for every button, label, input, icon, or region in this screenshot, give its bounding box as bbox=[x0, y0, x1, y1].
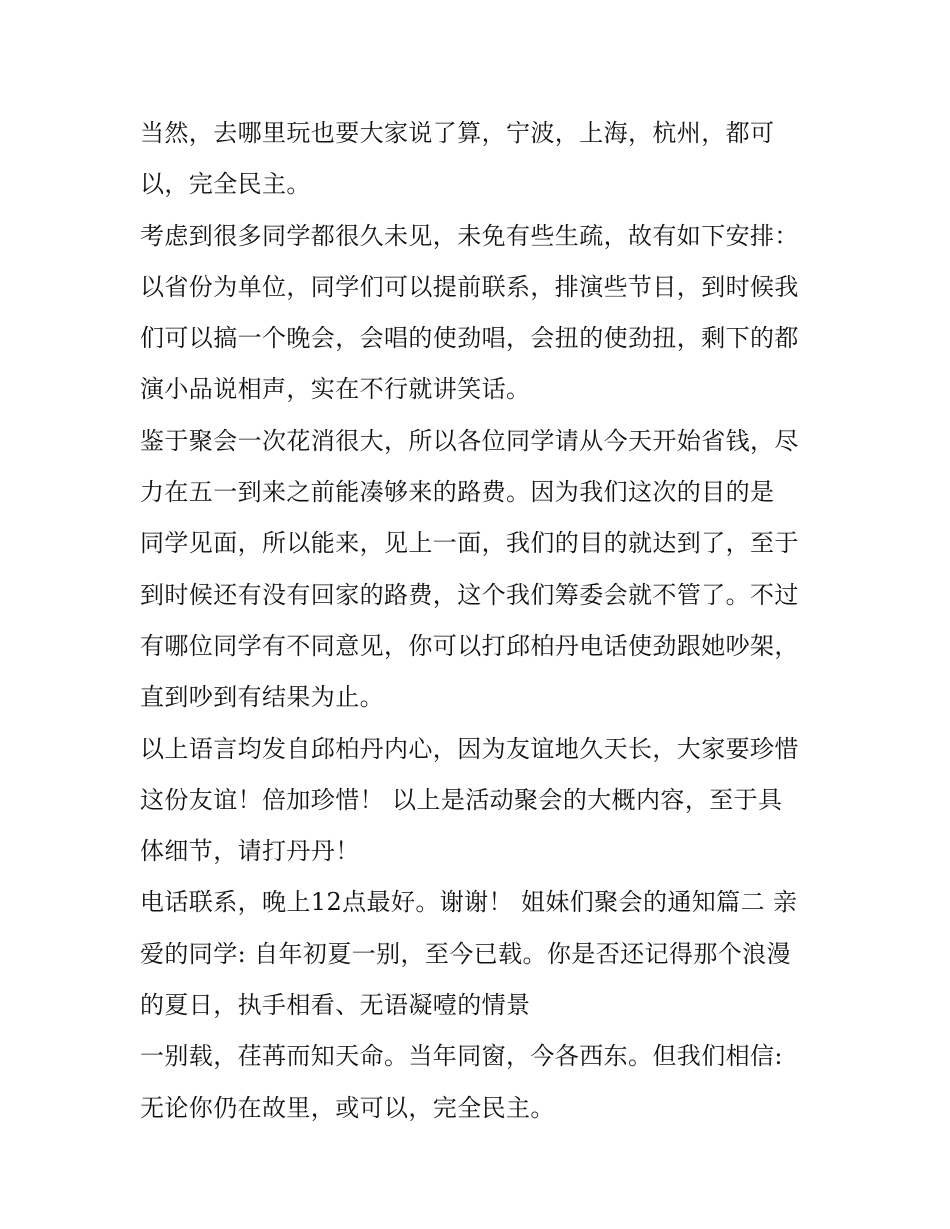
text-line: 力在五一到来之前能凑够来的路费。因为我们这次的目的是 bbox=[140, 478, 775, 507]
text-line: 无论你仍在故里，或可以，完全民主。 bbox=[140, 1093, 555, 1122]
text-line: 们可以搞一个晚会，会唱的使劲唱，会扭的使劲扭，剩下的都 bbox=[140, 324, 799, 353]
document-body bbox=[140, 108, 820, 1134]
text-line: 体细节，请打丹丹！ bbox=[140, 837, 360, 866]
text-line: 爱的同学: 自年初夏一别，至今已载。你是否还记得那个浪漫 bbox=[140, 939, 791, 968]
text-line: 以上语言均发自邱柏丹内心，因为友谊地久天长，大家要珍惜 bbox=[140, 734, 799, 763]
text-line: 考虑到很多同学都很久未见，未免有些生疏，故有如下安排： bbox=[140, 221, 799, 250]
text-line: 演小品说相声，实在不行就讲笑话。 bbox=[140, 375, 531, 404]
text-line: 同学见面，所以能来，见上一面，我们的目的就达到了，至于 bbox=[140, 529, 799, 558]
text-line: 有哪位同学有不同意见，你可以打邱柏丹电话使劲跟她吵架， bbox=[140, 631, 799, 660]
text-line: 一别载，荏苒而知天命。当年同窗，今各西东。但我们相信: bbox=[140, 1042, 783, 1071]
text-line: 以省份为单位，同学们可以提前联系，排演些节目，到时候我 bbox=[140, 272, 799, 301]
text-line: 以，完全民主。 bbox=[140, 170, 311, 199]
text-line: 这份友谊！倍加珍惜！ 以上是活动聚会的大概内容，至于具 bbox=[140, 785, 783, 814]
text-line: 直到吵到有结果为止。 bbox=[140, 683, 384, 712]
text-line: 到时候还有没有回家的路费，这个我们筹委会就不管了。不过 bbox=[140, 580, 799, 609]
text-line: 鉴于聚会一次花消很大，所以各位同学请从今天开始省钱，尽 bbox=[140, 426, 799, 455]
text-line: 电话联系，晚上12点最好。谢谢！ 姐妹们聚会的通知篇二 亲 bbox=[140, 888, 798, 917]
text-line: 当然，去哪里玩也要大家说了算，宁波，上海，杭州，都可 bbox=[140, 119, 775, 147]
text-line: 的夏日，执手相看、无语凝噎的情景 bbox=[140, 991, 531, 1020]
